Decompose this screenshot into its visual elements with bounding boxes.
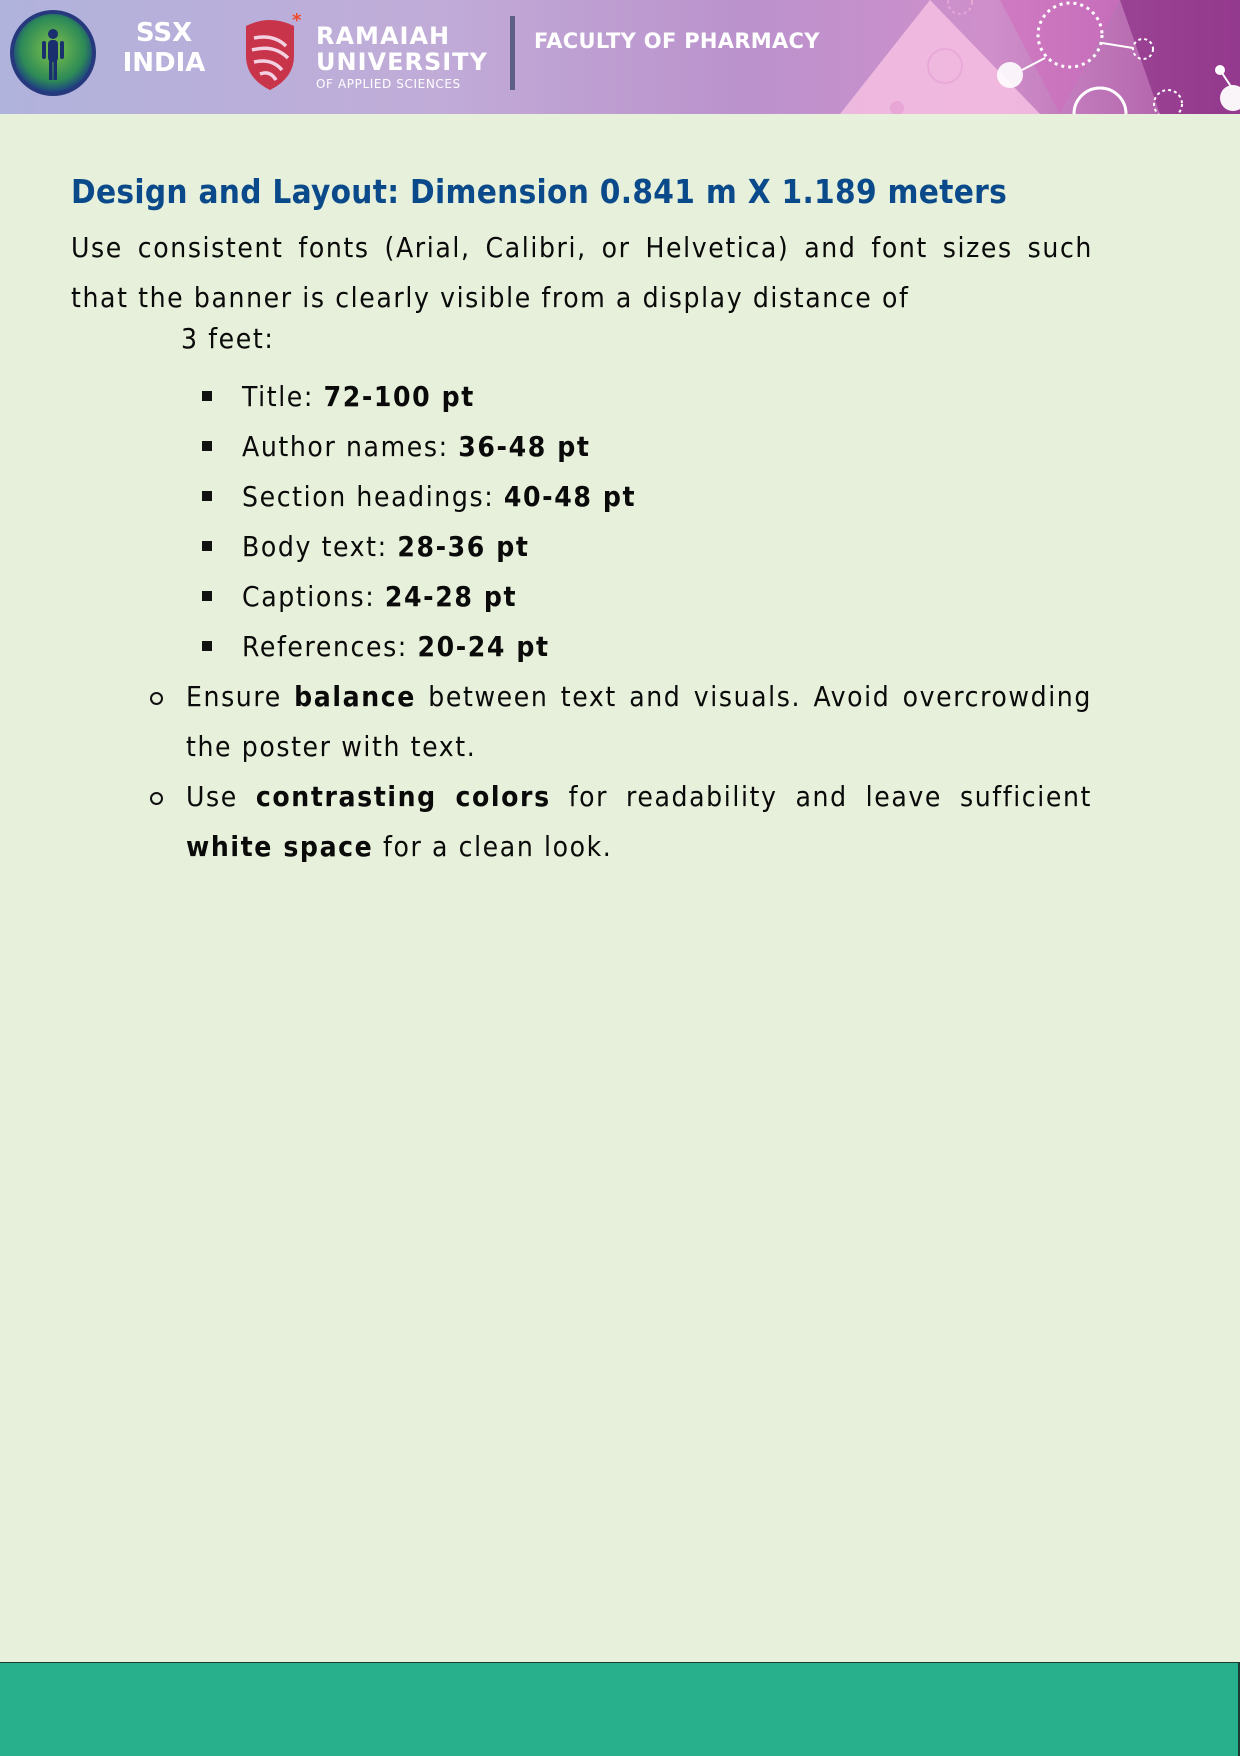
circle-bullet-icon [150,792,163,805]
size-value: 24-28 pt [384,580,518,613]
university-name-line1: RAMAIAH [316,22,451,50]
section-title: Design and Layout: Dimension 0.841 m X 1.189 meters [71,172,1008,211]
list-item-reference-size [0,622,636,672]
circle-bullet-icon [150,692,163,705]
square-bullet-icon [202,591,212,601]
size-value: 72-100 pt [323,380,475,413]
square-bullet-icon [202,491,212,501]
tip-text: Ensure [186,680,295,713]
size-label: Author names: [242,430,459,463]
faculty-name: FACULTY OF PHARMACY [534,29,820,53]
tip-text: Use [186,780,256,813]
size-label: Section headings: [242,480,504,513]
tip-emphasis: contrasting colors [255,780,551,813]
footer-bar [0,1662,1240,1756]
size-value: 28-36 pt [397,530,530,563]
list-item-caption-size [0,572,636,622]
square-bullet-icon [202,641,212,651]
svg-text:*: * [292,12,302,31]
size-value: 40-48 pt [503,480,637,513]
square-bullet-icon [202,541,212,551]
tip-balance [186,672,1092,772]
tip-emphasis: balance [294,680,416,713]
tip-text: for a clean look. [373,830,613,863]
ssx-society-seal-logo [10,10,96,96]
size-label: References: [242,630,418,663]
size-value: 20-24 pt [417,630,550,663]
tip-text: for readability and leave sufficient [550,780,1092,813]
layout-tips-list [0,672,1092,872]
ramaiah-emblem-icon [240,12,306,92]
size-label: Captions: [242,580,385,613]
university-name-line3: OF APPLIED SCIENCES [316,77,461,91]
university-name-line2: UNIVERSITY [316,48,488,76]
tip-emphasis: white space [186,830,374,863]
ssx-text: SSX [135,18,193,48]
font-size-list [0,372,636,672]
size-label: Title: [242,380,324,413]
tip-text: between text and visuals. Avoid overcrowding the poster with text. [186,680,1092,763]
square-bullet-icon [202,441,212,451]
list-item-title-size [0,372,636,422]
display-distance: 3 feet: [181,322,275,355]
tip-colors [186,772,1092,872]
list-item-heading-size [0,472,636,522]
list-item-body-size [0,522,636,572]
ramaiah-university-logo-text [316,24,488,90]
square-bullet-icon [202,391,212,401]
list-item-author-size [0,422,636,472]
header-divider [510,16,515,90]
ssx-india-logo-text [116,18,212,78]
india-text: INDIA [122,48,206,78]
human-figure-icon [14,14,92,92]
intro-paragraph: Use consistent fonts (Arial, Calibri, or Helvetica) and font sizes such that the banner is clearly visible from a display distance of [71,231,1093,314]
size-value: 36-48 pt [458,430,591,463]
header-banner [0,0,1240,114]
size-label: Body text: [242,530,398,563]
